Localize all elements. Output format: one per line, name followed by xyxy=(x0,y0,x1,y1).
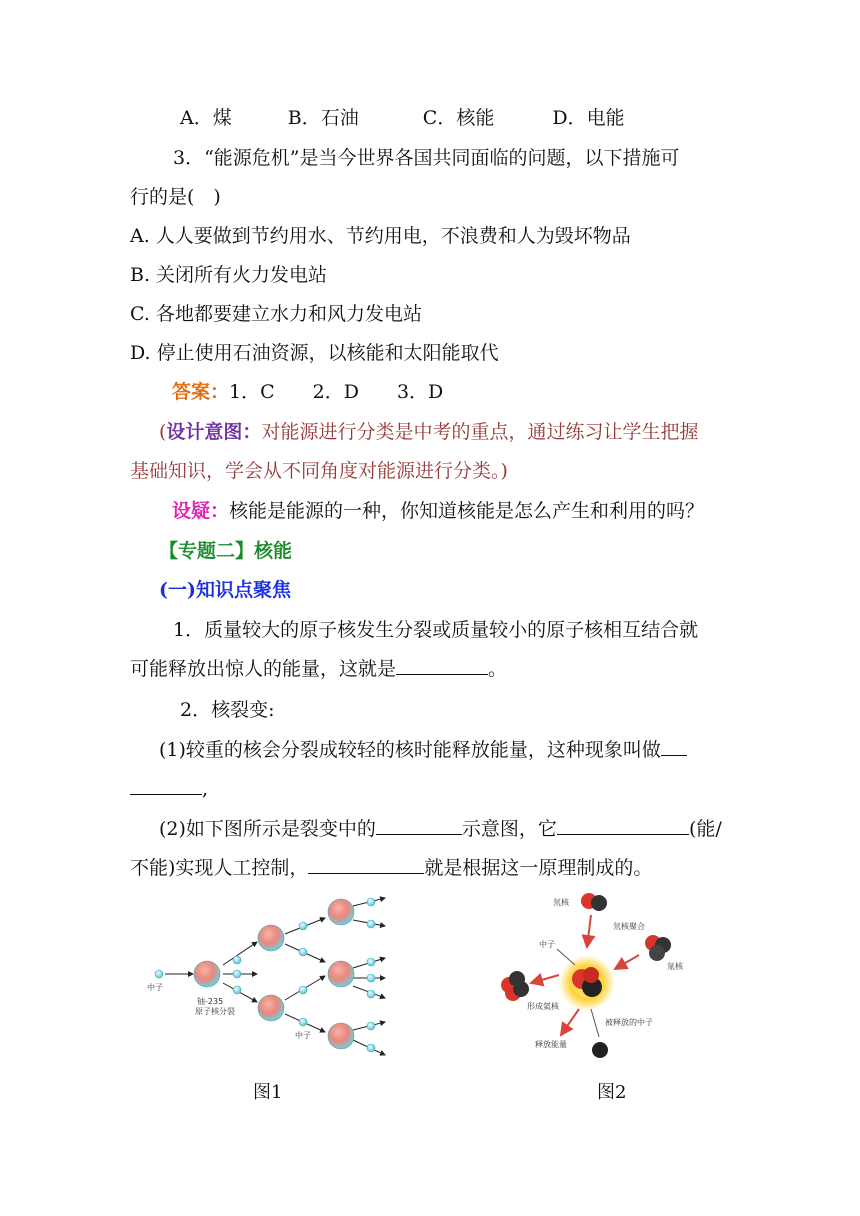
fig1-label-neutron-in: 中子 xyxy=(147,983,163,992)
q3-stem-line1: 3．“能源危机”是当今世界各国共同面临的问题，以下措施可 xyxy=(173,147,680,169)
fig2-label-deuterium: 氘核 xyxy=(553,898,569,907)
design-label: 设计意图： xyxy=(166,421,262,443)
answer-line xyxy=(172,378,443,406)
design-open-paren: ( xyxy=(159,421,167,443)
doubt-text: 核能是能源的一种，你知道核能是怎么产生和利用的吗？ xyxy=(229,500,705,522)
fill-blank-2b[interactable] xyxy=(130,776,202,795)
answer-text: 1．C 2．D 3．D xyxy=(229,381,444,403)
doubt-label: 设疑： xyxy=(172,500,230,522)
fig1-label-u235: 铀-235 xyxy=(197,997,224,1006)
design-text-line1: 对能源进行分类是中考的重点，通过练习让学生把握 xyxy=(261,421,699,443)
p2-2-text-b: 示意图，它 xyxy=(461,818,557,840)
p2-2-line2 xyxy=(130,854,652,882)
fig2-label-neutron: 中子 xyxy=(539,940,555,949)
fill-blank-5[interactable] xyxy=(308,855,424,874)
fill-blank-2a[interactable] xyxy=(661,737,687,756)
fig2-caption: 图2 xyxy=(597,1082,627,1103)
p1-line1: 1．质量较大的原子核发生分裂或质量较小的原子核相互结合就 xyxy=(173,619,699,641)
q2-option-d: D．电能 xyxy=(552,107,625,129)
q3-stem-line2: 行的是( ) xyxy=(130,186,221,208)
fig1-caption: 图1 xyxy=(253,1082,283,1103)
q2-options-line xyxy=(180,104,625,132)
fig2-label-fusion: 氘核聚合 xyxy=(613,922,645,931)
design-text-line2: 基础知识，学会从不同角度对能源进行分类。) xyxy=(130,460,508,482)
q3-option-c: C. 各地都要建立水力和风力发电站 xyxy=(130,303,422,325)
p1-line2 xyxy=(130,655,507,683)
p2-2-text-d: 不能)实现人工控制， xyxy=(130,857,309,879)
fill-blank-3[interactable] xyxy=(376,816,462,835)
p2-title: 2．核裂变: xyxy=(180,699,275,721)
fig2-label-energy: 释放能量 xyxy=(535,1040,567,1049)
p2-2-line1 xyxy=(159,815,722,843)
p2-1-end: , xyxy=(202,778,209,800)
p1-line2-end: 。 xyxy=(488,658,508,680)
fill-blank-1[interactable] xyxy=(396,656,488,675)
fig2-label-released-neutron: 被释放的中子 xyxy=(605,1018,653,1027)
answer-label: 答案： xyxy=(172,381,230,403)
fig1-label-neutron-mid: 中子 xyxy=(295,1031,311,1040)
q2-option-c: C．核能 xyxy=(422,107,495,129)
q3-option-d: D. 停止使用石油资源，以核能和太阳能取代 xyxy=(130,342,499,364)
q2-option-a: A．煤 xyxy=(180,107,232,129)
fill-blank-4[interactable] xyxy=(557,816,689,835)
fusion-diagram xyxy=(487,885,697,1065)
topic-title: 【专题二】核能 xyxy=(159,540,293,562)
doubt-line xyxy=(172,497,704,525)
p2-1-text: (1)较重的核会分裂成较轻的核时能释放能量，这种现象叫做 xyxy=(159,739,661,761)
fig2-label-tritium: 氚核 xyxy=(667,962,683,971)
q3-option-a: A. 人人要做到节约用水、节约用电，不浪费和人为毁坏物品 xyxy=(130,225,631,247)
section-title: (一)知识点聚焦 xyxy=(159,579,291,601)
design-line1 xyxy=(159,418,698,446)
p1-line2-text: 可能释放出惊人的能量，这就是 xyxy=(130,658,397,680)
q3-option-b: B. 关闭所有火力发电站 xyxy=(130,264,328,286)
p2-1-line1 xyxy=(159,736,687,764)
fig2-label-helium: 形成氦核 xyxy=(527,1002,559,1011)
p2-2-text-e: 就是根据这一原理制成的。 xyxy=(424,857,653,879)
p2-2-text-c: (能/ xyxy=(688,818,722,840)
fig1-label-split: 原子核分裂 xyxy=(195,1007,235,1016)
fission-chain-diagram xyxy=(145,890,405,1065)
q2-option-b: B．石油 xyxy=(287,107,359,129)
p2-2-text-a: (2)如下图所示是裂变中的 xyxy=(159,818,376,840)
p2-1-line2 xyxy=(130,775,208,803)
